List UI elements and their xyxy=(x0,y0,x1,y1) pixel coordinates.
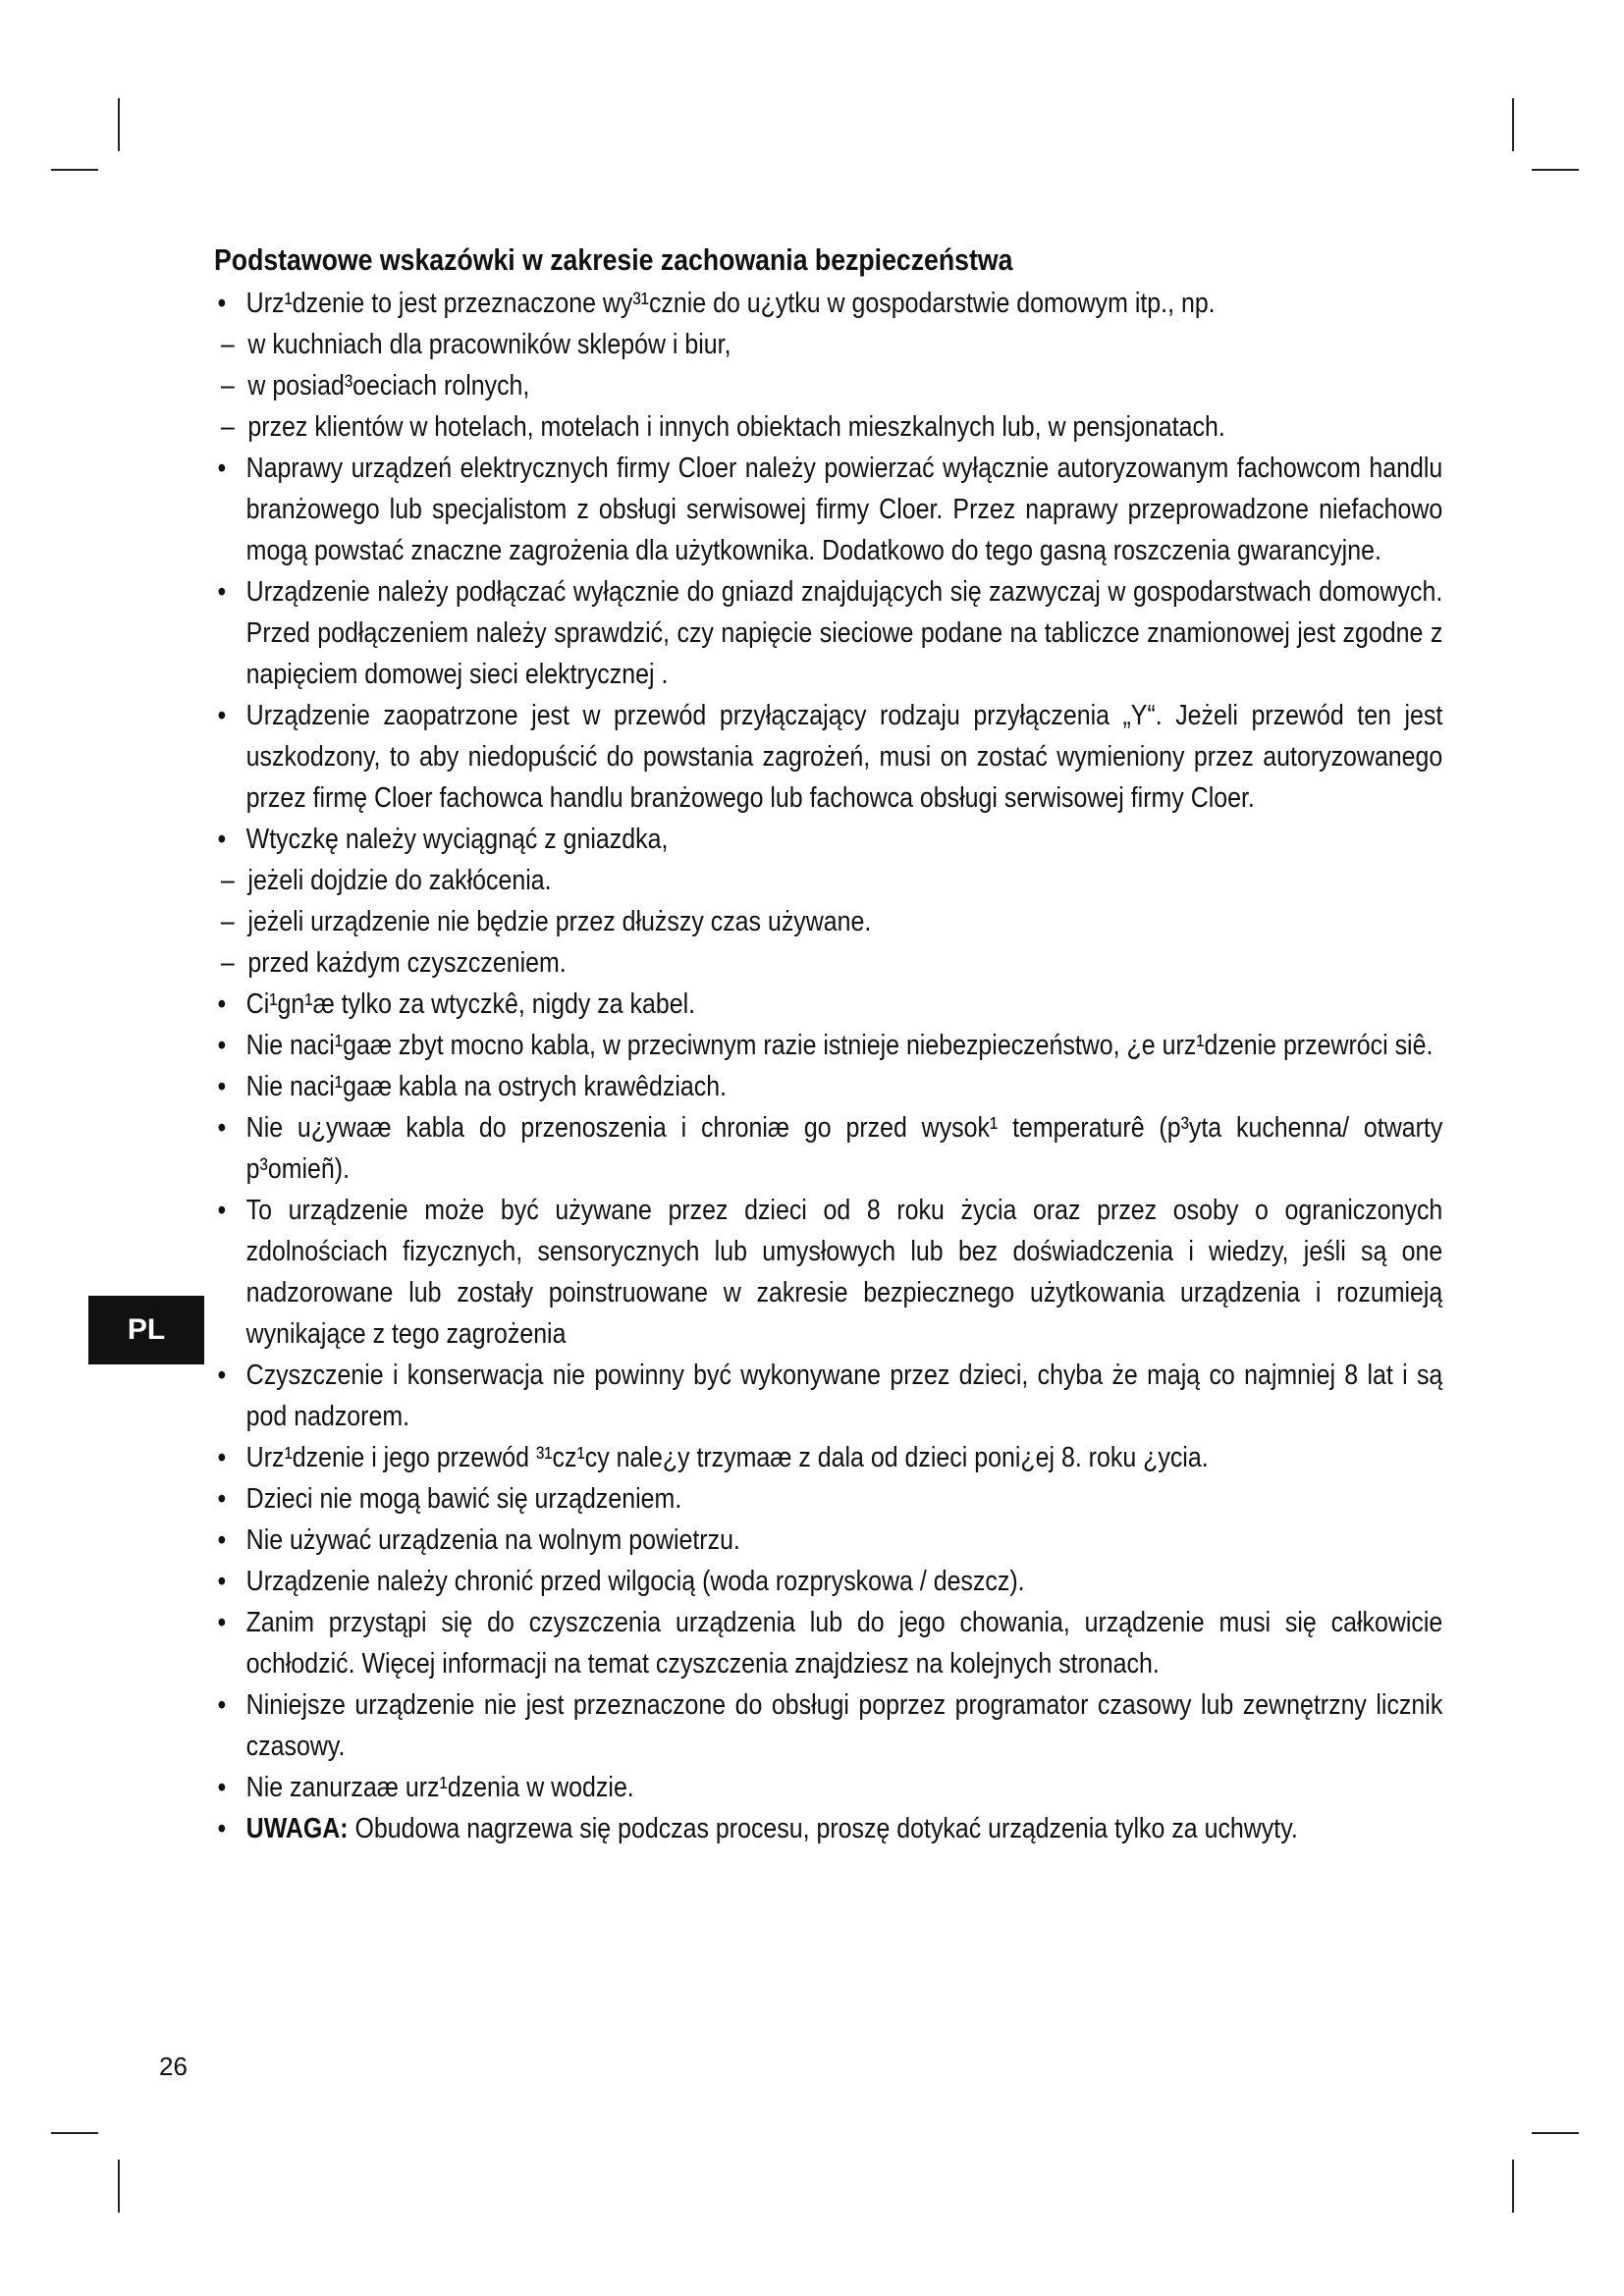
list-item-text: To urządzenie może być używane przez dzieci od 8 roku życia oraz przez osoby o ograniczonych zdolnościach fizycznych, sensorycznych lub umysłowych lub bez doświadczenia i wiedzy, jeśli są one nadzorowane lub zostały poinstruowane w zakresie bezpiecznego użytkowania urządzenia i rozumieją wynikające z tego zagrożenia xyxy=(245,1195,1443,1350)
sub-item xyxy=(214,942,1442,984)
list-item xyxy=(214,1767,1442,1808)
list-item xyxy=(214,984,1442,1025)
list-item xyxy=(214,1437,1442,1478)
sub-item xyxy=(214,901,1442,942)
bullet: • xyxy=(217,1360,227,1391)
bullet: • xyxy=(217,1772,227,1803)
crop-mark-bottom-right-horizontal xyxy=(1532,2132,1579,2134)
list-item-text: Czyszczenie i konserwacja nie powinny być wykonywane przez dzieci, chyba że mają co najmniej 8 lat i są pod nadzorem. xyxy=(245,1360,1443,1432)
bullet: • xyxy=(217,1483,227,1515)
dash: – xyxy=(220,329,235,360)
bullet: • xyxy=(217,1030,227,1061)
warning-label: UWAGA: xyxy=(245,1813,349,1844)
list-item-text: Urządzenie zaopatrzone jest w przewód przyłączający rodzaju przyłączenia „Y“. Jeżeli przewód ten jest uszkodzony, to aby niedopuścić do powstania zagrożeń, musi on zostać wymieniony przez autoryzowanego przez firmę Cloer fachowca handlu branżowego lub fachowca obsługi serwisowej firmy Cloer. xyxy=(245,700,1443,814)
bullet: • xyxy=(217,824,227,855)
sub-item-text: przed każdym czyszczeniem. xyxy=(247,947,567,979)
list-item xyxy=(214,283,1442,324)
bullet: • xyxy=(217,453,227,484)
language-tab: PL xyxy=(88,1296,204,1364)
crop-mark-top-left-horizontal xyxy=(51,169,98,171)
sub-item-text: przez klientów w hotelach, motelach i innych obiektach mieszkalnych lub, w pensjonatach. xyxy=(247,411,1225,443)
sub-item-text: jeżeli urządzenie nie będzie przez dłuższy czas używane. xyxy=(247,906,872,937)
list-item xyxy=(214,1066,1442,1107)
list-item xyxy=(214,1107,1442,1190)
crop-mark-bottom-left-vertical xyxy=(118,2160,120,2213)
bullet: • xyxy=(217,1566,227,1597)
list-item-text: Nie naci¹gaæ kabla na ostrych krawêdziach. xyxy=(245,1071,728,1102)
list-item xyxy=(214,1520,1442,1561)
crop-mark-bottom-left-horizontal xyxy=(51,2132,98,2134)
instruction-list xyxy=(214,283,1442,1808)
dash: – xyxy=(220,906,235,937)
bullet: • xyxy=(217,1813,227,1844)
warning-item xyxy=(214,1808,1442,1849)
sub-item xyxy=(214,406,1442,448)
crop-mark-bottom-right-vertical xyxy=(1512,2160,1514,2213)
list-item xyxy=(214,1684,1442,1767)
list-item-text: Nie naci¹gaæ zbyt mocno kabla, w przeciwnym razie istnieje niebezpieczeństwo, ¿e urz¹dzenie przewróci siê. xyxy=(245,1030,1434,1061)
dash: – xyxy=(220,865,235,896)
list-item-text: Nie zanurzaæ urz¹dzenia w wodzie. xyxy=(245,1772,634,1803)
list-item-text: Urządzenie należy chronić przed wilgocią (woda rozpryskowa / deszcz). xyxy=(245,1566,1025,1597)
list-item xyxy=(214,695,1442,819)
page-number: 26 xyxy=(159,2052,188,2081)
crop-mark-top-left-vertical xyxy=(118,98,120,151)
bullet: • xyxy=(217,1524,227,1556)
bullet: • xyxy=(217,288,227,319)
crop-mark-top-right-horizontal xyxy=(1532,169,1579,171)
sub-item-text: w kuchniach dla pracowników sklepów i biur, xyxy=(247,329,731,360)
bullet: • xyxy=(217,1195,227,1226)
list-item-text: Ci¹gn¹æ tylko za wtyczkê, nigdy za kabel. xyxy=(245,988,696,1020)
list-item xyxy=(214,571,1442,695)
bullet: • xyxy=(217,1071,227,1102)
sub-item xyxy=(214,365,1442,406)
list-item-text: Nie używać urządzenia na wolnym powietrzu. xyxy=(245,1524,740,1556)
list-item xyxy=(214,448,1442,571)
bullet: • xyxy=(217,576,227,608)
list-item-text: Urządzenie należy podłączać wyłącznie do gniazd znajdujących się zazwyczaj w gospodarstwach domowych. Przed podłączeniem należy sprawdzić, czy napięcie sieciowe podane na tabliczce znamionowej jest zgodne z napięciem domowej sieci elektrycznej . xyxy=(245,576,1443,690)
list-item xyxy=(214,1602,1442,1684)
bullet: • xyxy=(217,700,227,731)
list-item xyxy=(214,1190,1442,1355)
list-item-text: Urz¹dzenie to jest przeznaczone wy³¹cznie do u¿ytku w gospodarstwie domowym itp., np. xyxy=(245,288,1216,319)
list-item-text: Niniejsze urządzenie nie jest przeznaczone do obsługi poprzez programator czasowy lub zewnętrzny licznik czasowy. xyxy=(245,1689,1443,1762)
list-item-text: Zanim przystąpi się do czyszczenia urządzenia lub do jego chowania, urządzenie musi się całkowicie ochłodzić. Więcej informacji na temat czyszczenia znajdziesz na kolejnych stronach. xyxy=(245,1607,1443,1680)
section-heading: Podstawowe wskazówki w zakresie zachowania bezpieczeństwa xyxy=(214,242,1013,277)
bullet: • xyxy=(217,988,227,1020)
bullet: • xyxy=(217,1607,227,1638)
list-item xyxy=(214,1025,1442,1066)
bullet: • xyxy=(217,1689,227,1721)
list-item xyxy=(214,1561,1442,1602)
sub-item-text: w posiad³oeciach rolnych, xyxy=(247,370,530,401)
list-item-text: Wtyczkę należy wyciągnąć z gniazdka, xyxy=(245,824,669,855)
bullet: • xyxy=(217,1442,227,1473)
list-item xyxy=(214,819,1442,860)
list-item xyxy=(214,1355,1442,1437)
dash: – xyxy=(220,411,235,443)
list-item-text: Dzieci nie mogą bawić się urządzeniem. xyxy=(245,1483,682,1515)
sub-item xyxy=(214,860,1442,901)
list-item-text: Naprawy urządzeń elektrycznych firmy Cloer należy powierzać wyłącznie autoryzowanym fachowcom handlu branżowego lub specjalistom z obsługi serwisowej firmy Cloer. Przez naprawy przeprowadzone niefachowo mogą powstać znaczne zagrożenia dla użytkownika. Dodatkowo do tego gasną roszczenia gwarancyjne. xyxy=(245,453,1443,566)
sub-item xyxy=(214,324,1442,365)
safety-instructions xyxy=(214,240,1442,1849)
list-item-text: Nie u¿ywaæ kabla do przenoszenia i chroniæ go przed wysok¹ temperaturê (p³yta kuchenna/ otwarty p³omieñ). xyxy=(245,1112,1443,1185)
sub-item-text: jeżeli dojdzie do zakłócenia. xyxy=(247,865,552,896)
list-item-text: Urz¹dzenie i jego przewód ³¹cz¹cy nale¿y trzymaæ z dala od dzieci poni¿ej 8. roku ¿ycia. xyxy=(245,1442,1209,1473)
list-item xyxy=(214,1478,1442,1520)
bullet: • xyxy=(217,1112,227,1144)
crop-mark-top-right-vertical xyxy=(1512,98,1514,151)
dash: – xyxy=(220,947,235,979)
dash: – xyxy=(220,370,235,401)
warning-text: Obudowa nagrzewa się podczas procesu, proszę dotykać urządzenia tylko za uchwyty. xyxy=(354,1813,1298,1844)
